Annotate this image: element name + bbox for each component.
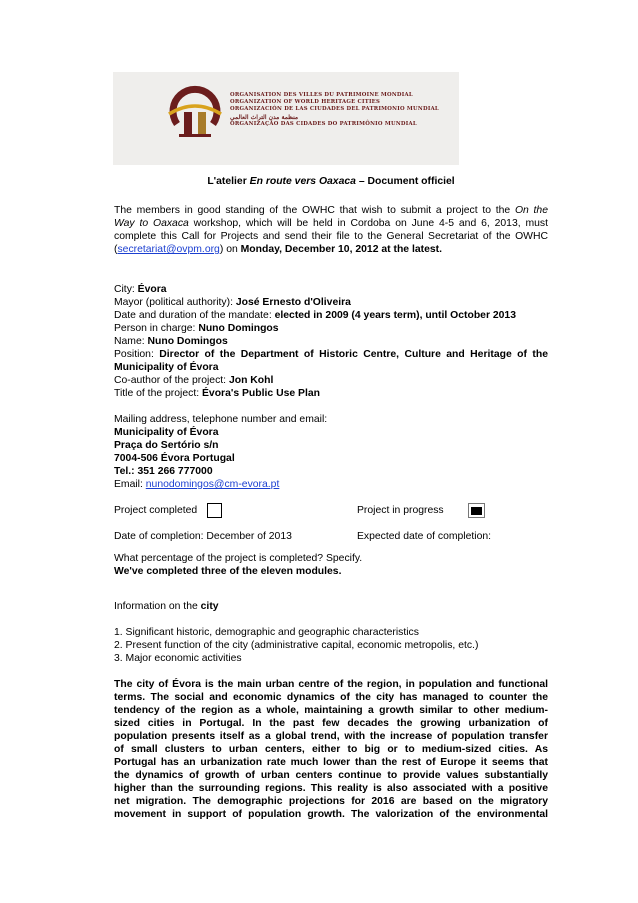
city-info-item-2: 2. Present function of the city (administrative capital, economic metropolis, etc.) <box>114 640 479 651</box>
org-name-fr: ORGANISATION DES VILLES DU PATRIMOINE MONDIAL <box>230 92 413 98</box>
contact-heading: Mailing address, telephone number and email: <box>114 414 328 425</box>
coauthor-line: Co-author of the project: Jon Kohl <box>114 375 274 386</box>
org-name-pt: ORGANIZAÇÃO DAS CIDADES DO PATRIMÔNIO MUNDIAL <box>230 120 417 127</box>
intro-line-3: complete this Call for Projects and send their file to the General Secretariat of the OWHC <box>114 231 548 242</box>
body-line-9: higher than the surrounding regions. This reality is also associated with a positive <box>114 783 548 794</box>
project-in-progress-checkbox[interactable] <box>468 503 485 518</box>
position-line: Position: Director of the Department of Historic Centre, Culture and Heritage of the <box>114 349 548 360</box>
project-title-line: Title of the project: Évora's Public Use Plan <box>114 388 320 399</box>
org-name-lines <box>230 92 450 128</box>
project-completed-label: Project completed <box>114 505 198 516</box>
body-line-1: The city of Évora is the main urban centre of the region, in population and functional <box>114 679 548 690</box>
city-info-heading: Information on the city <box>114 601 219 612</box>
city-info-item-1: 1. Significant historic, demographic and geographic characteristics <box>114 627 419 638</box>
name-line: Name: Nuno Domingos <box>114 336 228 347</box>
deadline: Monday, December 10, 2012 at the latest. <box>240 244 442 255</box>
mayor-line: Mayor (political authority): José Ernesto d'Oliveira <box>114 297 351 308</box>
city-line: City: Évora <box>114 284 167 295</box>
body-line-8: the dynamics of growth of urban centers continue to provide values substantially <box>114 770 548 781</box>
contact-street: Praça do Sertório s/n <box>114 440 219 451</box>
contact-org: Municipality of Évora <box>114 427 219 438</box>
body-line-2: terms. The social and economic dynamics of the city has managed to counter the <box>114 692 548 703</box>
intro-line-1: The members in good standing of the OWHC that wish to submit a project to the On the <box>114 205 548 216</box>
org-name-es: ORGANIZACIÓN DE LAS CIUDADES DEL PATRIMONIO MUNDIAL <box>230 106 439 113</box>
project-completed-checkbox[interactable] <box>207 503 222 518</box>
body-line-5: population presents itself as a global trend, with the increase of population transfer <box>114 731 548 742</box>
percentage-answer: We've completed three of the eleven modules. <box>114 566 342 577</box>
project-in-progress-label: Project in progress <box>357 505 444 516</box>
body-line-10: net migration. The demographic projections for 2016 are based on the migratory <box>114 796 548 807</box>
body-line-11: movement in support of population growth. The valorization of the environmental <box>114 809 548 820</box>
contact-postal: 7004-506 Évora Portugal <box>114 453 235 464</box>
body-line-6: of small clusters to urban centers, either to big or to medium-sized cities. As <box>114 744 548 755</box>
contact-tel: Tel.: 351 266 777000 <box>114 466 213 477</box>
body-line-3: tendency of the region as a whole, maintaining a growth similar to other medium- <box>114 705 548 716</box>
expected-date-of-completion: Expected date of completion: <box>357 531 492 542</box>
body-line-4: sized cities in Portugal. In the past few decades the growing urbanization of <box>114 718 548 729</box>
org-name-en: ORGANIZATION OF WORLD HERITAGE CITIES <box>230 99 381 106</box>
intro-line-2: Way to Oaxaca workshop, which will be held in Cordoba on June 4-5 and 6, 2013, must <box>114 218 548 229</box>
city-info-item-3: 3. Major economic activities <box>114 653 242 664</box>
contact-email-line: Email: nunodomingos@cm-evora.pt <box>114 479 280 490</box>
owhc-emblem-icon <box>167 84 223 140</box>
date-of-completion: Date of completion: December of 2013 <box>114 531 292 542</box>
owhc-logo <box>113 72 459 165</box>
secretariat-email-link[interactable]: secretariat@ovpm.org <box>117 244 220 255</box>
org-name-ar: منظمة مدن التراث العالمي <box>230 113 299 121</box>
percentage-question: What percentage of the project is completed? Specify. <box>114 553 363 564</box>
position-line-2: Municipality of Évora <box>114 362 219 373</box>
mandate-line: Date and duration of the mandate: elected in 2009 (4 years term), until October 2013 <box>114 310 516 321</box>
contact-email-link[interactable]: nunodomingos@cm-evora.pt <box>145 479 280 490</box>
intro-line-4: (secretariat@ovpm.org) on Monday, December 10, 2012 at the latest. <box>114 244 442 255</box>
person-in-charge-line: Person in charge: Nuno Domingos <box>114 323 279 334</box>
body-line-7: Portugal has an urbanization rate much lower than the rest of Europe it seems that <box>114 757 548 768</box>
document-title: L'atelier En route vers Oaxaca – Document officiel <box>207 176 455 187</box>
